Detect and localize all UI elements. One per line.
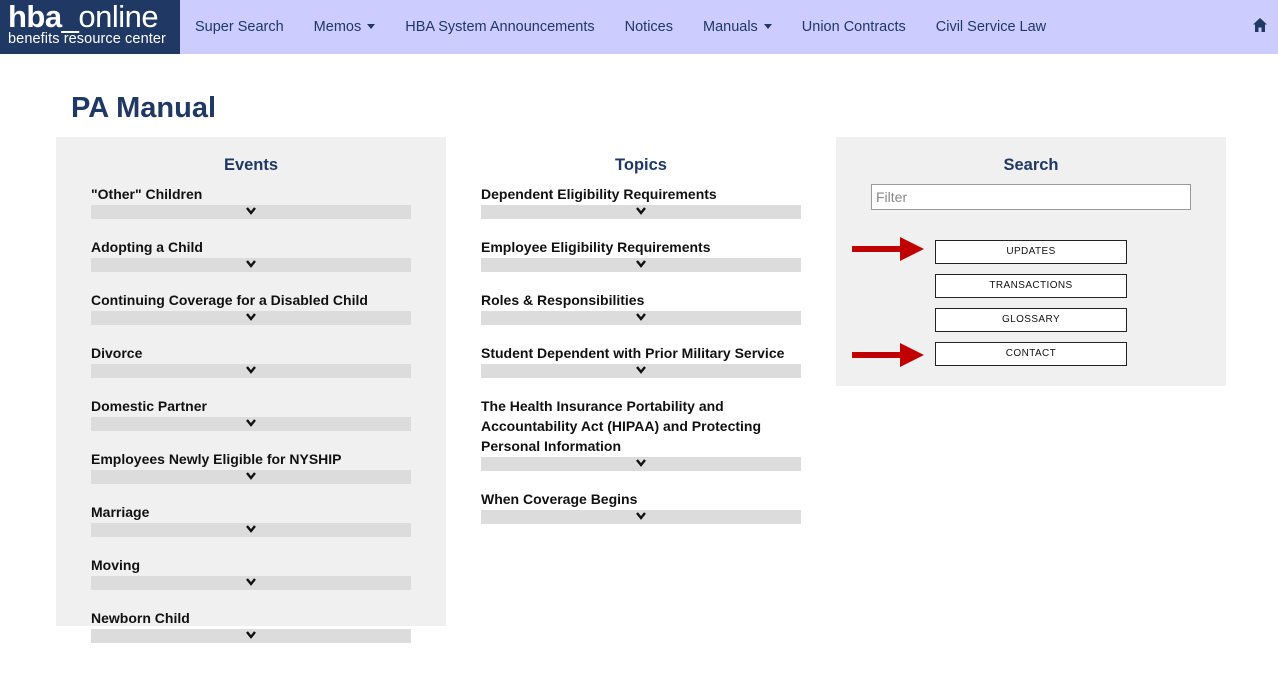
- accordion-item[interactable]: [91, 608, 411, 643]
- chevron-down-icon: [245, 206, 257, 216]
- accordion-toggle[interactable]: [91, 523, 411, 537]
- accordion-toggle[interactable]: [91, 629, 411, 643]
- chevron-down-icon: [245, 577, 257, 587]
- events-heading: Events: [223, 156, 279, 174]
- accordion-item[interactable]: [481, 237, 801, 272]
- nav-item-label: Union Contracts: [801, 19, 906, 35]
- accordion-label: Employee Eligibility Requirements: [481, 239, 711, 255]
- logo-wordmark: hba_online: [8, 0, 159, 34]
- red-arrow-icon: [852, 343, 924, 367]
- logo-tagline: benefits resource center: [8, 31, 166, 47]
- accordion-toggle[interactable]: [91, 364, 411, 378]
- contact-button[interactable]: CONTACT: [935, 342, 1127, 366]
- page-title: PA Manual: [71, 92, 217, 124]
- chevron-down-icon: [245, 471, 257, 481]
- accordion-label: When Coverage Begins: [481, 491, 638, 507]
- accordion-toggle[interactable]: [481, 205, 801, 219]
- accordion-label: Employees Newly Eligible for NYSHIP: [91, 451, 342, 467]
- nav-item-civil-service-law[interactable]: [921, 0, 1061, 54]
- chevron-down-icon: [635, 511, 647, 521]
- updates-button[interactable]: UPDATES: [935, 240, 1127, 264]
- nav-item-notices[interactable]: [610, 0, 688, 54]
- nav-item-super-search[interactable]: [180, 0, 299, 54]
- nav-item-union-contracts[interactable]: [787, 0, 921, 54]
- accordion-label: Continuing Coverage for a Disabled Child: [91, 292, 368, 308]
- home-icon[interactable]: [1252, 17, 1268, 33]
- accordion-item[interactable]: [481, 396, 801, 471]
- accordion-toggle[interactable]: [91, 576, 411, 590]
- site-logo[interactable]: [0, 0, 180, 54]
- accordion-label: Dependent Eligibility Requirements: [481, 186, 717, 202]
- transactions-button[interactable]: TRANSACTIONS: [935, 274, 1127, 298]
- accordion-item[interactable]: [91, 237, 411, 272]
- accordion-label: Divorce: [91, 345, 143, 361]
- accordion-toggle[interactable]: [91, 258, 411, 272]
- accordion-label: Marriage: [91, 504, 150, 520]
- nav-item-hba-system-announcements[interactable]: [390, 0, 609, 54]
- glossary-button[interactable]: GLOSSARY: [935, 308, 1127, 332]
- chevron-down-icon: [245, 524, 257, 534]
- chevron-down-icon: [245, 259, 257, 269]
- filter-input[interactable]: [871, 184, 1191, 210]
- accordion-toggle[interactable]: [481, 457, 801, 471]
- accordion-toggle[interactable]: [481, 258, 801, 272]
- chevron-down-icon: [635, 312, 647, 322]
- chevron-down-icon: [635, 458, 647, 468]
- top-navbar: [0, 0, 1278, 54]
- nav-item-label: Memos: [313, 19, 362, 35]
- accordion-toggle[interactable]: [91, 311, 411, 325]
- accordion-toggle[interactable]: [481, 364, 801, 378]
- nav-item-label: HBA System Announcements: [405, 19, 595, 35]
- accordion-item[interactable]: [481, 343, 801, 378]
- chevron-down-icon: [245, 365, 257, 375]
- accordion-toggle[interactable]: [91, 205, 411, 219]
- accordion-label: Adopting a Child: [91, 239, 203, 255]
- topics-list: [481, 184, 801, 524]
- chevron-down-icon: [245, 418, 257, 428]
- accordion-item[interactable]: [91, 396, 411, 431]
- accordion-item[interactable]: [91, 555, 411, 590]
- accordion-item[interactable]: [91, 184, 411, 219]
- nav-item-label: Manuals: [702, 19, 758, 35]
- accordion-toggle[interactable]: [481, 510, 801, 524]
- nav-item-label: Notices: [624, 19, 673, 35]
- accordion-label: Student Dependent with Prior Military Service: [481, 345, 785, 361]
- search-heading: Search: [1003, 156, 1059, 174]
- accordion-item[interactable]: [481, 184, 801, 219]
- accordion-item[interactable]: [91, 290, 411, 325]
- nav-item-memos[interactable]: [299, 0, 391, 54]
- accordion-item[interactable]: [91, 449, 411, 484]
- accordion-label: Roles & Responsibilities: [481, 292, 645, 308]
- chevron-down-icon: [245, 312, 257, 322]
- red-arrow-icon: [852, 237, 924, 261]
- chevron-down-icon: [635, 259, 647, 269]
- topics-panel: [446, 137, 836, 626]
- topics-heading: Topics: [615, 156, 667, 174]
- accordion-item[interactable]: [481, 290, 801, 325]
- events-panel: [56, 137, 446, 626]
- accordion-label: Domestic Partner: [91, 398, 207, 414]
- nav-item-manuals[interactable]: [688, 0, 787, 54]
- accordion-label: "Other" Children: [91, 186, 203, 202]
- caret-down-icon: [367, 24, 375, 29]
- accordion-item[interactable]: [91, 343, 411, 378]
- accordion-label: Moving: [91, 557, 140, 573]
- accordion-toggle[interactable]: [91, 417, 411, 431]
- accordion-item[interactable]: [481, 489, 801, 524]
- events-list: [91, 184, 411, 643]
- accordion-item[interactable]: [91, 502, 411, 537]
- search-panel: [836, 137, 1226, 386]
- accordion-toggle[interactable]: [481, 311, 801, 325]
- accordion-label: The Health Insurance Portability and Accountability Act (HIPAA) and Protecting Personal Information: [481, 398, 762, 454]
- nav-item-label: Civil Service Law: [935, 19, 1047, 35]
- chevron-down-icon: [245, 630, 257, 640]
- caret-down-icon: [764, 24, 772, 29]
- chevron-down-icon: [635, 206, 647, 216]
- nav-menu: [180, 0, 1061, 54]
- chevron-down-icon: [635, 365, 647, 375]
- accordion-label: Newborn Child: [91, 610, 190, 626]
- nav-item-label: Super Search: [195, 19, 284, 35]
- accordion-toggle[interactable]: [91, 470, 411, 484]
